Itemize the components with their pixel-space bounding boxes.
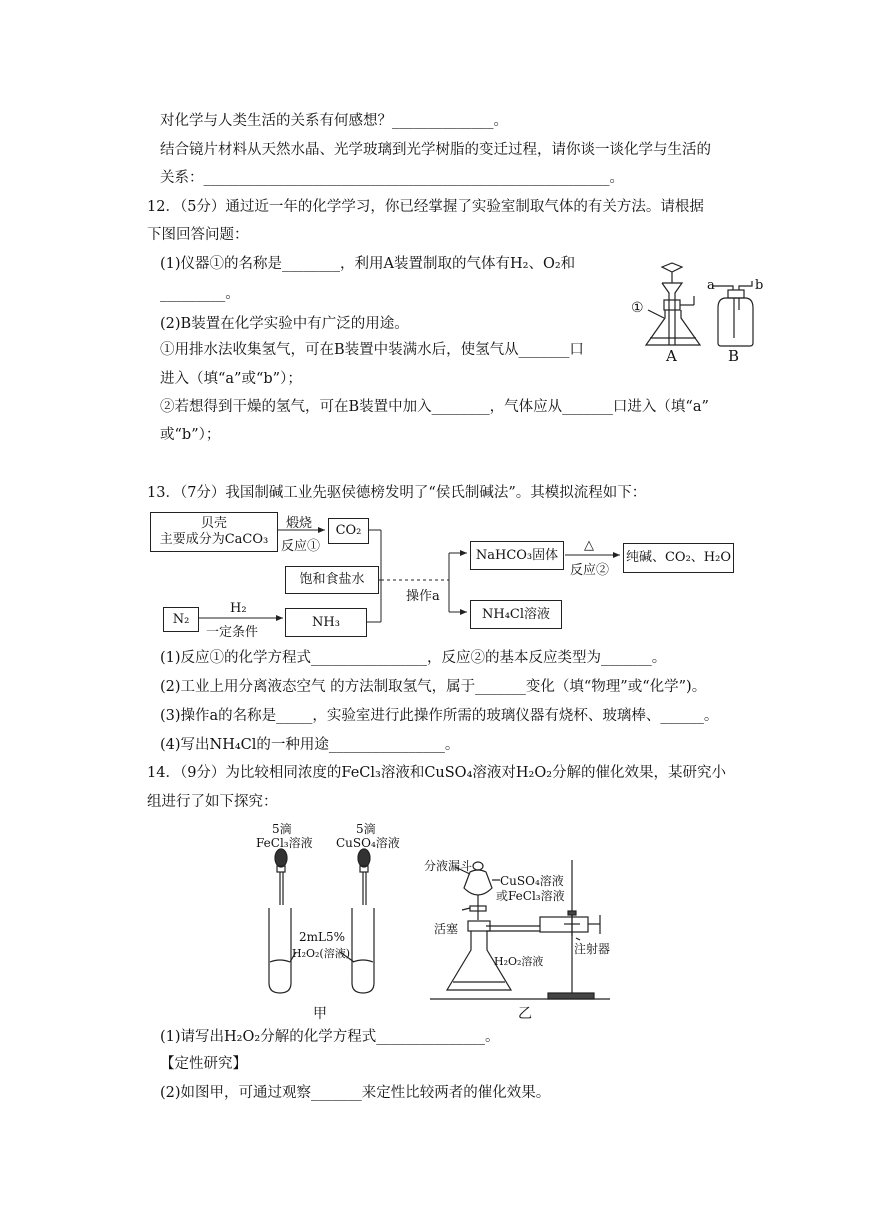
q11-line-1: 对化学与人类生活的关系有何感想？______________。 [160, 113, 508, 129]
q14-part-2: (2)如图甲，可通过观察_______来定性比较两者的催化效果。 [160, 1085, 551, 1101]
dropper-2-solution: CuSO₄溶液 [336, 836, 400, 850]
q13-part-2: (2)工业上用分离液态空气 的方法制取氢气，属于_______变化（填“物理”或“化学”)。 [160, 679, 707, 695]
apparatus-b-label: B [728, 347, 740, 365]
nahco3-box: NaHCO₃固体 [470, 541, 564, 570]
q12-part-2-i-cont: 进入（填“a”或“b”）； [160, 371, 302, 387]
q12-part-2-ii: ②若想得到干燥的氢气，可在B装置中加入________，气体应从_______口进入（填“a” [160, 399, 709, 415]
h2-label: H₂ [230, 601, 247, 616]
shell-composition: 主要成分为CaCO₃ [159, 532, 269, 547]
q13-part-3: (3)操作a的名称是_____，实验室进行此操作所需的玻璃仪器有烧杯、玻璃棒、______。 [160, 708, 719, 724]
co2-box: CO₂ [328, 518, 369, 544]
shell-label: 贝壳 [200, 516, 227, 531]
q13-part-1: (1)反应①的化学方程式________________，反应②的基本反应类型为_______。 [160, 650, 667, 666]
figure-yi-label: 乙 [518, 1006, 532, 1022]
dropper-2-count: 5滴 [356, 822, 376, 836]
q14-heading: 14．（9分）为比较相同浓度的FeCl₃溶液和CuSO₄溶液对H₂O₂分解的催化效果，某研究小 [147, 765, 727, 781]
nh4cl-box: NH₄Cl溶液 [470, 600, 562, 629]
stopcock-label: 活塞 [434, 922, 459, 936]
q12-part-1: (1)仪器①的名称是________，利用A装置制取的气体有H₂、O₂和 [160, 256, 576, 272]
separatory-funnel-label: 分液漏斗 [424, 859, 473, 873]
q14-line-2: 组进行了如下探究： [147, 794, 278, 810]
q14-qualitative-heading: 【定性研究】 [160, 1056, 247, 1072]
figure-jia-label: 甲 [313, 1006, 327, 1022]
reaction-2-label: 反应② [570, 563, 610, 578]
h2o2-solution-label: H₂O₂(溶液) [292, 947, 351, 960]
syringe-label: 注射器 [574, 942, 611, 956]
h2o2-volume-label: 2mL5% [299, 930, 346, 944]
flask-h2o2-label: H₂O₂溶液 [494, 955, 544, 968]
dropper-1-solution: FeCl₃溶液 [256, 836, 313, 850]
brine-box: 饱和食盐水 [285, 566, 379, 594]
q13-heading: 13．（7分）我国制碱工业先驱侯德榜发明了“侯氏制碱法”。其模拟流程如下： [147, 485, 647, 501]
fecl3-solution-label: 或FeCl₃溶液 [496, 889, 565, 903]
q12-part-2-i: ①用排水法收集氢气，可在B装置中装满水后，使氢气从_______口 [160, 342, 584, 358]
q14-part-1: (1)请写出H₂O₂分解的化学方程式_______________。 [160, 1029, 500, 1045]
q12-line-2: 下图回答问题： [147, 227, 249, 243]
q11-line-3: 关系：________________________________________________________。 [160, 170, 624, 186]
reaction-1-label: 反应① [281, 539, 321, 554]
q12-part-1-cont: _________。 [160, 286, 240, 302]
port-a-label: a [707, 278, 715, 293]
calcine-label: 煅烧 [286, 516, 313, 531]
instrument-1-label: ① [631, 300, 644, 316]
apparatus-a-label: A [666, 347, 677, 365]
port-b-label: b [755, 278, 764, 293]
q12-heading: 12．（5分）通过近一年的化学学习，你已经掌握了实验室制取气体的有关方法。请根据 [147, 199, 704, 215]
q11-line-2: 结合镜片材料从天然水晶、光学玻璃到光学树脂的变迁过程，请你谈一谈化学与生活的 [160, 142, 711, 158]
n2-box: N₂ [163, 607, 199, 632]
condition-label: 一定条件 [206, 625, 259, 640]
figure-jia-drawing [269, 849, 374, 993]
product-box: 纯碱、CO₂、H₂O [623, 543, 734, 573]
q13-part-4: (4)写出NH₄Cl的一种用途________________。 [160, 737, 460, 753]
nh3-box: NH₃ [285, 608, 367, 637]
dropper-1-count: 5滴 [272, 822, 292, 836]
cuso4-solution-label: CuSO₄溶液 [500, 874, 564, 888]
delta-label: △ [584, 538, 594, 553]
q12-part-2: (2)B装置在化学实验中有广泛的用途。 [160, 316, 409, 332]
operation-a-label: 操作a [406, 589, 440, 604]
q12-part-2-ii-cont: 或“b”）； [160, 427, 221, 443]
